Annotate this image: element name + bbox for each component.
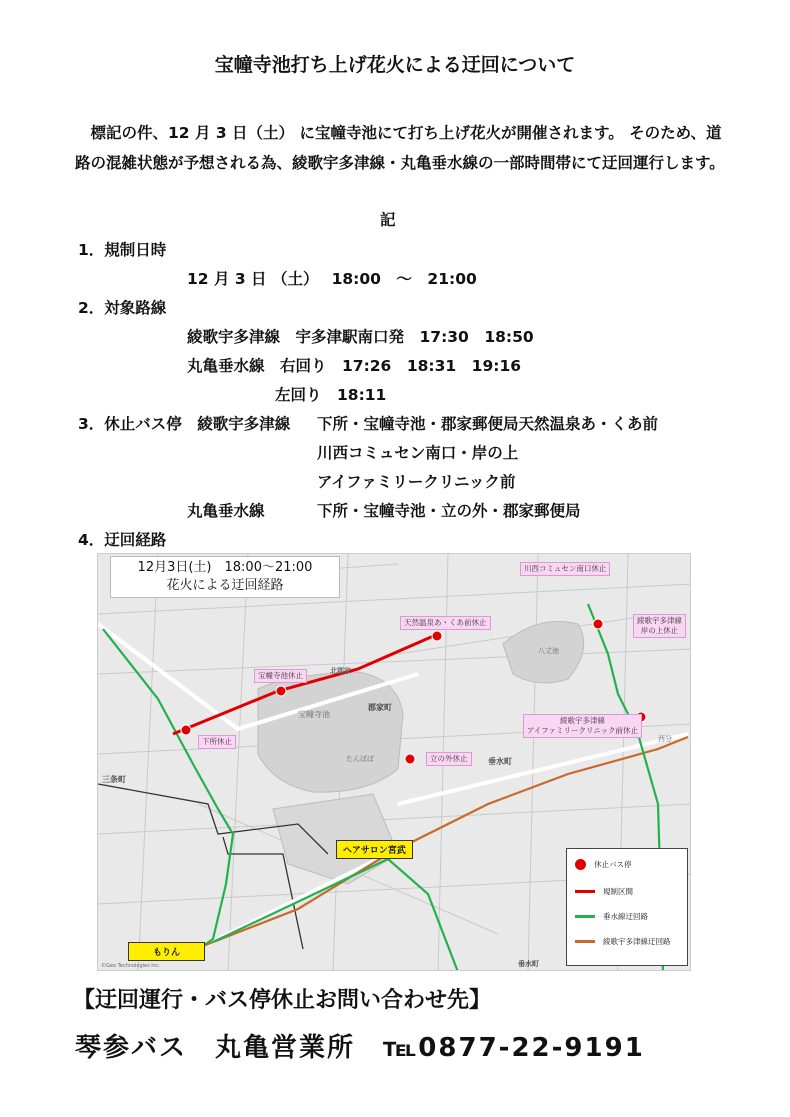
label-morin: もりん xyxy=(128,942,205,961)
map-title-line2: 花火による迂回経路 xyxy=(166,578,284,593)
map-legend xyxy=(566,848,688,966)
place-pond: 宝幢寺池 xyxy=(298,710,330,719)
legend-restricted-line-icon xyxy=(575,890,595,893)
legend-tarumi-label: 垂水線迂回路 xyxy=(603,912,648,921)
contact-line: 琴参バス 丸亀営業所 ℡0877-22-9191 xyxy=(75,1033,645,1063)
section3-heading: 3．休止バス停 綾歌宇多津線 xyxy=(78,415,291,433)
place-nishibun: 西分 xyxy=(658,735,672,743)
stop-tennen-dot xyxy=(432,631,442,641)
stop-kishinoue-dot xyxy=(593,619,603,629)
label-tatenosoto: 立の外休止 xyxy=(426,752,472,766)
legend-ayauta-label: 綾歌宇多津線迂回路 xyxy=(603,937,671,946)
stops-ayauta-1: 下所・宝幢寺池・郡家郵便局天然温泉あ・くあ前 xyxy=(317,415,659,433)
legend-stop xyxy=(575,859,632,870)
label-ifamily: 綾歌宇多津線 アイファミリークリニック前休止 xyxy=(523,714,642,738)
map-credit: ©Geo Technologies Inc. xyxy=(101,963,161,969)
route-tarumi-left-times: 左回り 18:11 xyxy=(275,386,387,404)
legend-restricted-label: 規制区間 xyxy=(603,887,633,896)
place-tanbo: たんぼぼ xyxy=(346,755,374,763)
page-title: 宝幢寺池打ち上げ花火による迂回について xyxy=(214,54,576,76)
legend-tarumi-line-icon xyxy=(575,915,595,918)
label-shimosho: 下所休止 xyxy=(198,735,236,749)
ki-heading: 記 xyxy=(380,211,396,229)
stops-tarumi: 下所・宝幢寺池・立の外・郡家郵便局 xyxy=(317,502,581,520)
stop-houdouji-dot xyxy=(276,686,286,696)
place-tarumi2: 垂水町 xyxy=(518,960,539,968)
section2-heading: 2．対象路線 xyxy=(78,299,167,317)
place-sanjo: 三条町 xyxy=(102,775,126,784)
route-tarumi-label: 丸亀垂水線 xyxy=(187,502,265,520)
intro-paragraph: 標記の件、12 月 3 日（土） に宝幢寺池にて打ち上げ花火が開催されます。 そのため、道路の混雑状態が予想される為、綾歌宇多津線・丸亀垂水線の一部時間帯にて迂回運行します。 xyxy=(75,124,725,172)
map-title-box xyxy=(110,556,340,598)
stops-ayauta-3: アイファミリークリニック前 xyxy=(317,473,516,491)
legend-ayauta xyxy=(575,936,671,947)
label-houdouji: 宝幢寺池休止 xyxy=(254,669,307,683)
stops-ayauta-2: 川西コミュセン南口・岸の上 xyxy=(317,444,519,462)
label-kawanishi: 川西コミュセン南口休止 xyxy=(520,562,610,576)
place-hachimanike: 八丈池 xyxy=(538,647,559,655)
place-kitagunge: 北郡家 xyxy=(330,667,351,675)
legend-stop-dot-icon xyxy=(575,859,586,870)
label-tennen: 天然温泉あ・くあ前休止 xyxy=(400,616,491,630)
route-tarumi-times: 丸亀垂水線 右回り 17:26 18:31 19:16 xyxy=(187,357,522,375)
contact-heading: 【迂回運行・バス停休止お問い合わせ先】 xyxy=(73,988,492,1013)
label-hairsalon: ヘアサロン宮武 xyxy=(336,840,413,859)
section1-heading: 1．規制日時 xyxy=(78,241,167,259)
legend-tarumi xyxy=(575,911,648,922)
label-kishinoue: 綾歌宇多津線 岸の上休止 xyxy=(633,614,686,638)
stop-shimosho-dot xyxy=(181,725,191,735)
place-gunge: 郡家町 xyxy=(368,703,392,712)
regulation-date: 12 月 3 日 （土） 18:00 ～ 21:00 xyxy=(187,270,477,288)
legend-ayauta-line-icon xyxy=(575,940,595,943)
legend-stop-label: 休止バス停 xyxy=(594,860,632,869)
place-tarumi: 垂水町 xyxy=(488,757,512,766)
legend-restricted xyxy=(575,886,633,897)
route-ayauta-times: 綾歌宇多津線 宇多津駅南口発 17:30 18:50 xyxy=(187,328,534,346)
stop-tatenosoto-dot xyxy=(405,754,415,764)
section4-heading: 4．迂回経路 xyxy=(78,531,167,549)
map-title-line1: 12月3日(土) 18:00～21:00 xyxy=(137,560,313,575)
detour-map xyxy=(97,553,691,971)
